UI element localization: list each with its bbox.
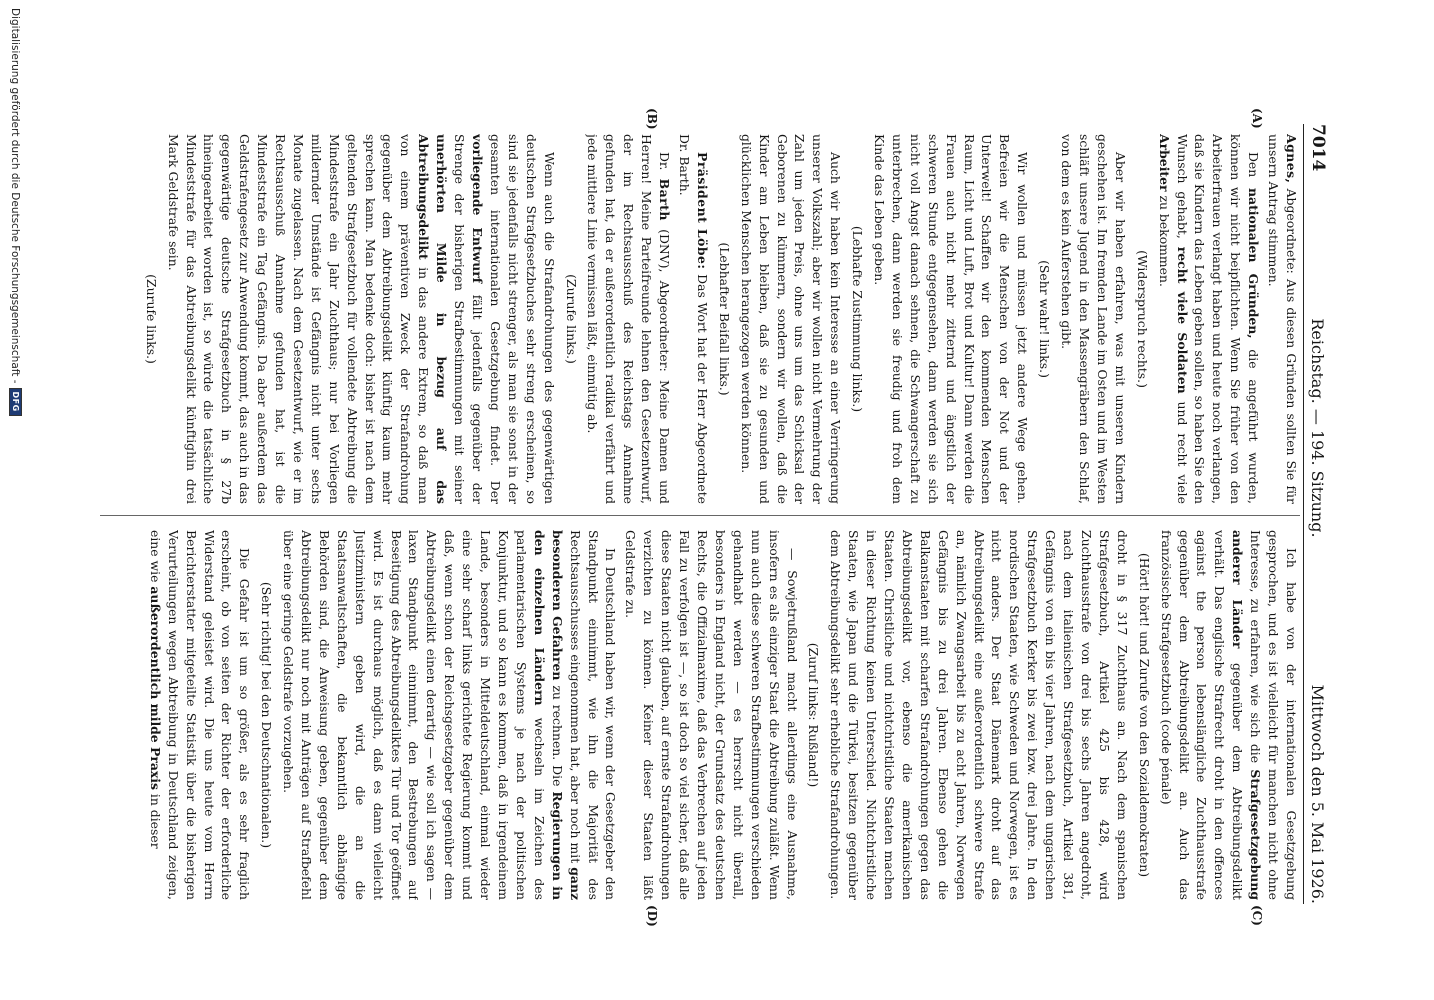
page-header [1303, 124, 1338, 904]
speech-paragraph: Auch wir haben kein Interesse an einer Verringerung unserer Volkszahl; aber wir wollen nicht Vermehrung der Zahl um jeden Preis, ohne uns um das Schicksal der Geborenen zu kümmern, sondern wir wollen, daß die Kinder am Leben bleiben, daß sie zu gesunden und glücklichen Menschen herangezogen werden können. [738, 134, 844, 504]
speech-paragraph [675, 134, 711, 504]
right-column [100, 530, 1300, 900]
text: Das Wort hat der Herr Abgeordnete Dr. Barth. [677, 134, 710, 504]
emphasis: Regierungen in den einzelnen Ländern [531, 530, 565, 900]
speech-paragraph [1157, 530, 1300, 900]
speech-paragraph: Wir wollen und müssen jetzt andere Wege gehen. Befreien wir die Menschen von der Not und der Unterwelt! Schaffen wir den kommenden Menschen Raum, Licht und Luft, Brot und Kultur! Dann werden die Frauen auch nicht mehr zitternd und ängstlich der schweren Stunde entgegensehen, dann werden sie sich nicht voll Angst danach sehnen, die Schwangerschaft zu unterbrechen, dann werden sie freudig und froh dem Kinde das Leben geben. [872, 134, 1031, 504]
speech-paragraph: Aber wir haben erfahren, was mit unseren Kindern geschehen ist. Im fremden Lande im Osten und im Westen schläft unsere Jugend in den Massengräbern den Schlaf, von dem es kein Auferstehen gibt. [1059, 134, 1128, 504]
interjection: (Zurufe links.) [563, 274, 579, 364]
emphasis: recht viele Soldaten [1174, 246, 1190, 394]
text: wechseln im Zeichen des parlamentarischen Systems je nach der politischen Konjunktur, und so kann es kommen, daß in irgendeinem Lande, besonders in Mitteldeutschland, einmal wieder eine sehr scharf links gerichtete Regierung kommt und daß, wenn schon der Reichsgesetzgeber gegenüber dem Abtreibungsdelikt einen derartig — wie soll ich sagen — laxen Standpunkt einnimmt, den Bestrebungen auf Beseitigung des Abtreibungsdeliktes Tür und Tor geöffnet wird. Es ist durchaus möglich, daß es dann vielleicht Justizministern geben wird, die an die Staatsanwaltschaften, die bekanntlich abhängige Behörden sind, die Anweisung geben, gegenüber dem Abtreibungsdelikt nur noch mit Anträgen auf Strafbefehl über eine geringe Geldstrafe vorzugehen. [281, 530, 547, 900]
text: Ich habe von der internationalen Gesetzgebung gesprochen, und es ist vielleicht für manchen nicht ohne Interesse, zu erfahren, wie sich die [1248, 530, 1299, 900]
text: fällt jedenfalls gegenüber der Strenge der bisherigen Strafbestimmungen mit seiner [452, 134, 486, 504]
text: zu bekommen. [1156, 195, 1172, 287]
emphasis: ganz besonderen Gefahren [549, 530, 583, 900]
text: Wenn auch die Strafandrohungen des gegenwärtigen deutschen Strafgesetzbuches sehr streng erscheinen, so sind sie jedenfalls nicht strenger, als man sie sonst in der gesamten internationalen Gesetzgebung findet. Der [487, 134, 557, 504]
interjection: (Lebhafte Zustimmung links.) [850, 225, 866, 413]
interjection: (Sehr richtig! bei den Deutschnationalen.) [259, 581, 275, 849]
interjection: (Hört! hört! und Zurufe von den Sozialdemokraten) [1136, 552, 1152, 878]
margin-mark-c: (C) [1250, 905, 1264, 926]
text: (DNV), Abgeordneter: Meine Damen und Herren! Meine Parteifreunde lehnen den Gesetzentwurf, der im Rechtsausschuß des Reichstags Annahme gefunden hat, da er außerordentlich radikal verfährt und jede mittlere Linie vermissen läßt, einmütig ab. [585, 134, 673, 504]
session-date: Mittwoch den 5. Mai 1926. [1308, 684, 1327, 904]
interjection: (Widerspruch rechts.) [1134, 250, 1150, 388]
emphasis: Strafgesetzgebung anderer Länder [1230, 530, 1264, 900]
left-column [100, 134, 1300, 504]
speech-paragraph [584, 134, 674, 504]
text: die angeführt wurden, können wir nicht beipflichten. Wenn Sie früher von den Arbeiterfrauen verlangt haben und heute noch verlangen, daß sie Kindern das Leben geben sollen, so haben Sie den Wunsch gehabt, [1174, 134, 1262, 504]
interjection: (Lebhafter Beifall links.) [716, 242, 732, 396]
text: in dieser [147, 793, 163, 849]
text: und recht viele [1174, 401, 1190, 504]
interjection: (Sehr wahr! links.) [1037, 260, 1053, 378]
page-number: 7014 [1308, 124, 1328, 172]
speech-paragraph [279, 530, 619, 900]
margin-mark-d: (D) [645, 905, 659, 927]
dfg-logo: DFG [9, 388, 22, 416]
speech-paragraph [1155, 134, 1262, 504]
emphasis: nationalen Gründen, [1246, 188, 1262, 339]
speaker-name: Agnes, [1284, 134, 1299, 184]
emphasis: unerhörten Milde in bezug auf das Abtreibungsdelikt [416, 134, 450, 504]
text: Den [1246, 152, 1262, 178]
session-title: Reichstag. — 194. Sitzung. [1308, 318, 1327, 538]
digitization-credit [9, 8, 22, 628]
president-name: Präsident Löbe: [694, 152, 710, 270]
text: Die Gefahr ist um so größer, als es sehr fraglich erscheint, ob von seiten der Richter der erforderliche Widerstand geleistet wird. Die uns heute vom Herrn Berichterstatter mitgeteilte Statistik über die bisherigen Verurteilungen wegen Abtreibung in Deutschland zeigen, eine wie [147, 530, 253, 900]
speech-paragraph [146, 530, 253, 900]
text: Dr. [657, 152, 673, 171]
text: zu rechnen. Die [549, 685, 565, 787]
emphasis: außerordentlich milde Praxis [147, 586, 163, 790]
text: in das andere Extrem, so daß man von einem präventiven Zweck der Strafandrohung gegenüber dem Abtreibungsdelikt künftig kaum mehr sprechen kann. Man bedenke doch: bisher ist nach dem geltenden Strafgesetzbuch für vollendete Abtreibung die Mindeststrafe ein Jahr Zuchthaus; nur bei Vorliegen mildernder Umstände ist Gefängnis nicht unter sechs Monate zugelassen. Nach dem Gesetzentwurf, wie er im Rechtsausschuß Annahme gefunden hat, ist die Mindeststrafe ein Tag Gefängnis. Da aber außerdem das Geldstrafengesetz zur Anwendung kommt, das auch in das gegenwärtige deutsche Strafgesetzbuch in § 27b hineingearbeitet worden ist, so würde die tatsächliche Mindeststrafe für das Abtreibungsdelikt künftighin drei Mark Geldstrafe sein. [165, 134, 432, 504]
text: Aus diesen Gründen sollten Sie für unsern Antrag stimmen. [1266, 134, 1299, 504]
emphasis: Arbeiter [1156, 134, 1172, 192]
speech-paragraph [1264, 134, 1300, 504]
margin-mark-a: (A) [1250, 108, 1264, 129]
text: gegenüber dem Abtreibungsdelikt verhält. Das englische Strafrecht droht in den offences against the person lebenslängliche Zuchthausstrafe gegenüber dem Abtreibungsdelikt an. Auch das französische Strafgesetzbuch (code pénale) [1158, 530, 1246, 900]
interjection: (Zurufe links.) [143, 274, 159, 364]
margin-mark-b: (B) [645, 108, 659, 130]
speech-paragraph: droht in § 317 Zuchthaus an. Nach dem spanischen Strafgesetzbuch, Artikel 425 bis 428, wird Zuchthausstrafe von drei bis sechs Jahren angedroht, nach dem italienischen Strafgesetzbuch, Artikel 381, Gefängnis von ein bis vier Jahren, nach dem ungarischen Strafgesetzbuch Kerker bis zwei bzw. drei Jahre. In den nordischen Staaten, wie Schweden und Norwegen, ist es nicht anders. Der Staat Dänemark droht auf das Abtreibungsdelikt eine außerordentlich schwere Strafe an, nämlich Zwangsarbeit bis zu acht Jahren, Norwegen Gefängnis bis zu drei Jahren. Ebenso gehen die Balkanstaaten mit scharfen Strafandrohungen gegen das Abtreibungsdelikt vor, ebenso die amerikanischen Staaten. Christliche und nichtchristliche Staaten machen in dieser Richtung keinen Unterschied. Nichtchristliche Staaten, wie Japan und die Türkei, besitzen gegenüber dem Abtreibungsdelikt sehr erhebliche Strafandrohungen. [828, 530, 1130, 900]
credit-text: Digitalisierung gefördert durch die Deutsche Forschungsgemeinschaft - [9, 8, 22, 384]
speech-paragraph [164, 134, 558, 504]
speaker-role: Abgeordnete: [1284, 188, 1299, 274]
emphasis: vorliegende Entwurf [470, 134, 486, 284]
interjection: (Zuruf links: Rußland!) [806, 642, 822, 788]
text: In Deutschland haben wir, wenn der Gesetzgeber den Standpunkt einnimmt, wie ihn die Majorität des Rechtsausschusses eingenommen hat, aber noch mit [567, 530, 619, 900]
speech-paragraph: — Sowjetrußland macht allerdings eine Ausnahme, insofern es als einziger Staat die Abtreibung zuläßt. Wenn nun auch diese schweren Strafbestimmungen verschieden gehandhabt werden — es herrscht nicht überall, besonders in England nicht, der Grundsatz des deutschen Rechts, die Offizialmaxime, daß das Verbrechen auf jeden Fall zu verfolgen ist —, so ist doch so viel sicher, daß alle diese Staaten nicht glauben, auf ernste Strafandrohungen verzichten zu können. Keiner dieser Staaten läßt Geldstrafe zu. [623, 530, 800, 900]
speaker-name: Barth [657, 178, 673, 221]
column-divider [100, 515, 1300, 516]
